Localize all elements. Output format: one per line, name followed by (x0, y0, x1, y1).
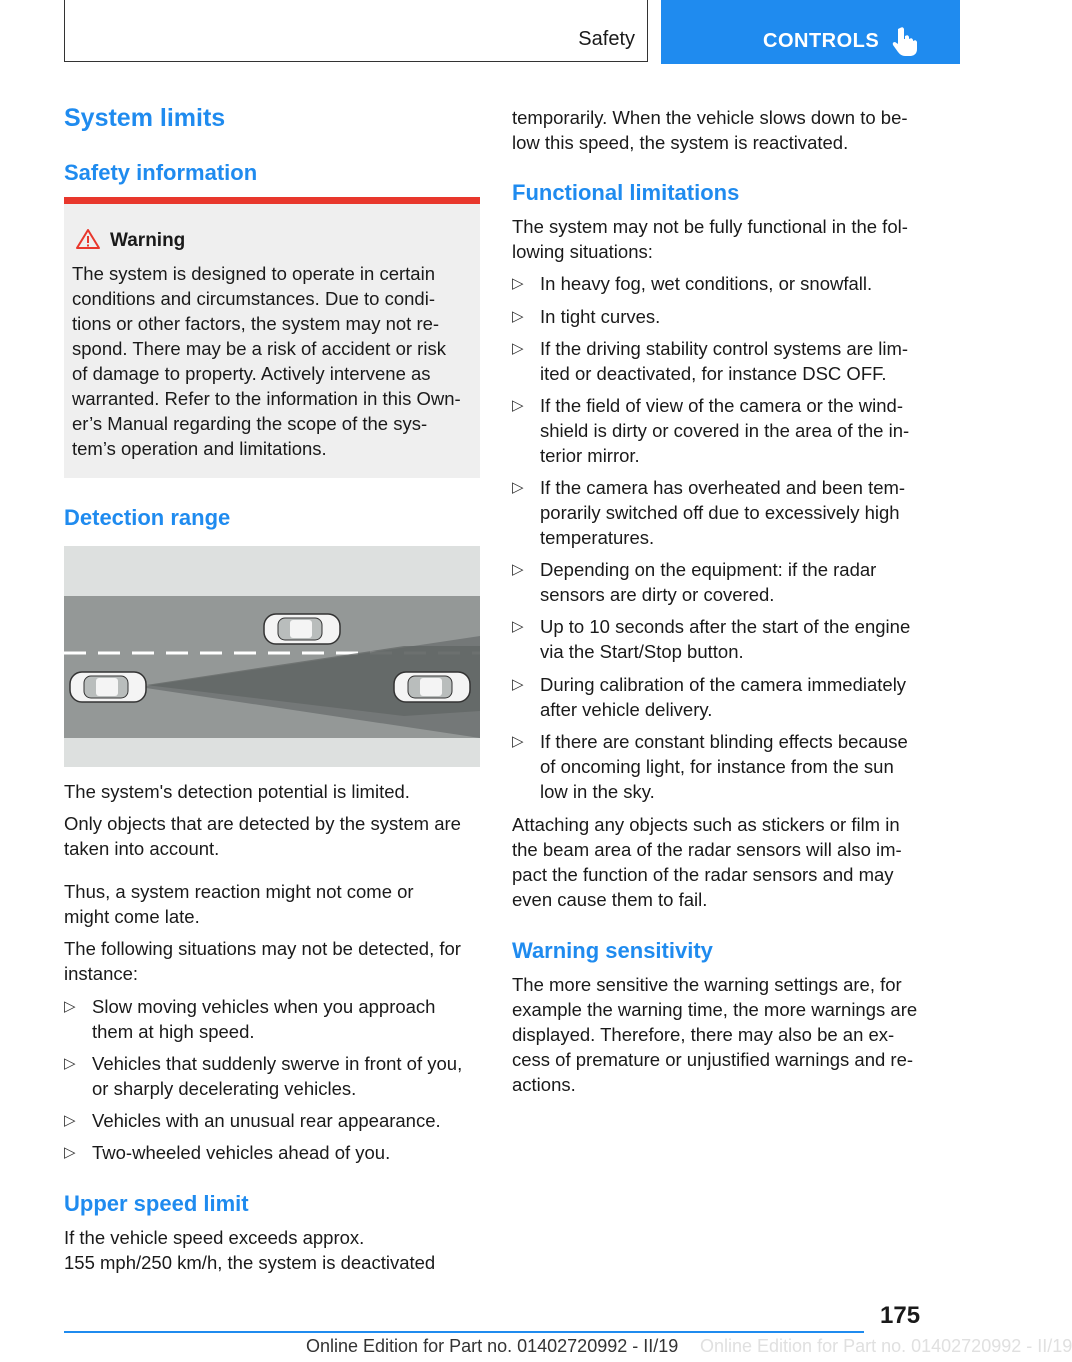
footer-divider (64, 1331, 864, 1333)
paragraph: Only objects that are detected by the system are (64, 813, 461, 834)
detection-range-illustration (64, 546, 480, 767)
list-item-line: ited or deactivated, for instance DSC OFF. (540, 363, 887, 384)
paragraph: lowing situations: (512, 241, 653, 262)
warning-line: tions or other factors, the system may not re- (72, 313, 440, 334)
warning-line: The system is designed to operate in certain (72, 263, 435, 284)
list-item-line: Vehicles with an unusual rear appearance. (92, 1110, 441, 1131)
list-item-line: In tight curves. (540, 306, 661, 327)
paragraph: taken into account. (64, 838, 220, 859)
speed-limit-heading: Upper speed limit (64, 1191, 249, 1216)
list-item-line: shield is dirty or covered in the area of the in- (540, 420, 910, 441)
bullet-triangle-icon: ▷ (64, 1055, 76, 1072)
hand-pointer-icon (892, 26, 920, 56)
paragraph: If the vehicle speed exceeds approx. (64, 1227, 365, 1248)
list-item-line: Vehicles that suddenly swerve in front of you, (92, 1053, 463, 1074)
list-item-line: Two-wheeled vehicles ahead of you. (92, 1142, 391, 1163)
chapter-tab-label: CONTROLS (763, 30, 880, 52)
bullet-triangle-icon: ▷ (512, 561, 524, 578)
warning-triangle-icon (75, 228, 101, 250)
bullet-triangle-icon: ▷ (64, 1112, 76, 1129)
paragraph: temporarily. When the vehicle slows down to be- (512, 107, 908, 128)
warning-box (64, 197, 480, 478)
paragraph: The following situations may not be detected, for (64, 938, 461, 959)
warning-title: Warning (110, 230, 186, 251)
list-item-line: after vehicle delivery. (540, 699, 713, 720)
paragraph-line: the beam area of the radar sensors will also im- (512, 839, 902, 860)
list-item-line: porarily switched off due to excessively high (540, 502, 900, 523)
own-car-icon (70, 672, 146, 702)
list-item-line: or sharply decelerating vehicles. (92, 1078, 357, 1099)
warning-sensitivity-heading: Warning sensitivity (512, 938, 713, 963)
page-title: System limits (64, 104, 226, 132)
bullet-triangle-icon: ▷ (512, 618, 524, 635)
header-section-box (64, 0, 648, 62)
bullet-triangle-icon: ▷ (512, 676, 524, 693)
list-item-line: via the Start/Stop button. (540, 641, 744, 662)
bullet-triangle-icon: ▷ (512, 275, 524, 292)
list-item-line: If the driving stability control systems are lim- (540, 338, 909, 359)
paragraph-line: even cause them to fail. (512, 889, 708, 910)
list-item-line: During calibration of the camera immediately (540, 674, 907, 695)
functional-limitations-heading: Functional limitations (512, 180, 740, 205)
paragraph: Thus, a system reaction might not come or (64, 881, 414, 902)
warning-line: er’s Manual regarding the scope of the sys- (72, 413, 428, 434)
footer-watermark: Online Edition for Part no. 01402720992 - II/19 (700, 1336, 1072, 1356)
footer-edition: Online Edition for Part no. 01402720992 - II/19 (306, 1336, 679, 1356)
list-item-line: low in the sky. (540, 781, 655, 802)
paragraph-line: cess of premature or unjustified warnings and re- (512, 1049, 914, 1070)
list-item-line: Depending on the equipment: if the radar (540, 559, 877, 580)
list-item-line: terior mirror. (540, 445, 640, 466)
paragraph: The system's detection potential is limited. (64, 781, 410, 802)
page-number: 175 (880, 1302, 921, 1329)
list-item-line: them at high speed. (92, 1021, 255, 1042)
paragraph-line: actions. (512, 1074, 576, 1095)
list-item-line: Slow moving vehicles when you approach (92, 996, 436, 1017)
warning-line: spond. There may be a risk of accident or risk (72, 338, 446, 359)
car-detected-icon (394, 672, 470, 702)
paragraph: might come late. (64, 906, 200, 927)
bullet-triangle-icon: ▷ (64, 1144, 76, 1161)
bullet-triangle-icon: ▷ (512, 340, 524, 357)
list-item-line: temperatures. (540, 527, 655, 548)
warning-text (72, 261, 472, 461)
paragraph: low this speed, the system is reactivated. (512, 132, 849, 153)
warning-line: of damage to property. Actively intervene as (72, 363, 431, 384)
paragraph-line: pact the function of the radar sensors and may (512, 864, 894, 885)
detection-range-heading: Detection range (64, 505, 231, 530)
bullet-triangle-icon: ▷ (512, 733, 524, 750)
paragraph-line: The more sensitive the warning settings are, for (512, 974, 902, 995)
paragraph-line: example the warning time, the more warnings are (512, 999, 918, 1020)
paragraph-line: displayed. Therefore, there may also be an ex- (512, 1024, 895, 1045)
sensitivity-paragraph (512, 972, 917, 1097)
list-item-line: sensors are dirty or covered. (540, 584, 775, 605)
bullet-triangle-icon: ▷ (512, 397, 524, 414)
car-ahead-icon (264, 614, 340, 644)
list-item-line: If there are constant blinding effects because (540, 731, 908, 752)
list-item-line: If the camera has overheated and been tem- (540, 477, 906, 498)
list-item-line: Up to 10 seconds after the start of the engine (540, 616, 911, 637)
warning-line: warranted. Refer to the information in this Own- (72, 388, 461, 409)
section-title: Safety (578, 28, 635, 50)
bullet-triangle-icon: ▷ (64, 998, 76, 1015)
warning-line: conditions and circumstances. Due to condi- (72, 288, 435, 309)
bullet-triangle-icon: ▷ (512, 308, 524, 325)
paragraph-line: Attaching any objects such as stickers or film in (512, 814, 900, 835)
safety-info-heading: Safety information (64, 160, 258, 185)
paragraph: 155 mph/250 km/h, the system is deactivated (64, 1252, 436, 1273)
warning-line: tem’s operation and limitations. (72, 438, 327, 459)
list-item-line: of oncoming light, for instance from the sun (540, 756, 894, 777)
attach-paragraph (512, 812, 902, 912)
paragraph: instance: (64, 963, 139, 984)
bullet-triangle-icon: ▷ (512, 479, 524, 496)
paragraph: The system may not be fully functional in the fol- (512, 216, 908, 237)
list-item-line: If the field of view of the camera or the wind- (540, 395, 903, 416)
list-item-line: In heavy fog, wet conditions, or snowfall. (540, 273, 873, 294)
